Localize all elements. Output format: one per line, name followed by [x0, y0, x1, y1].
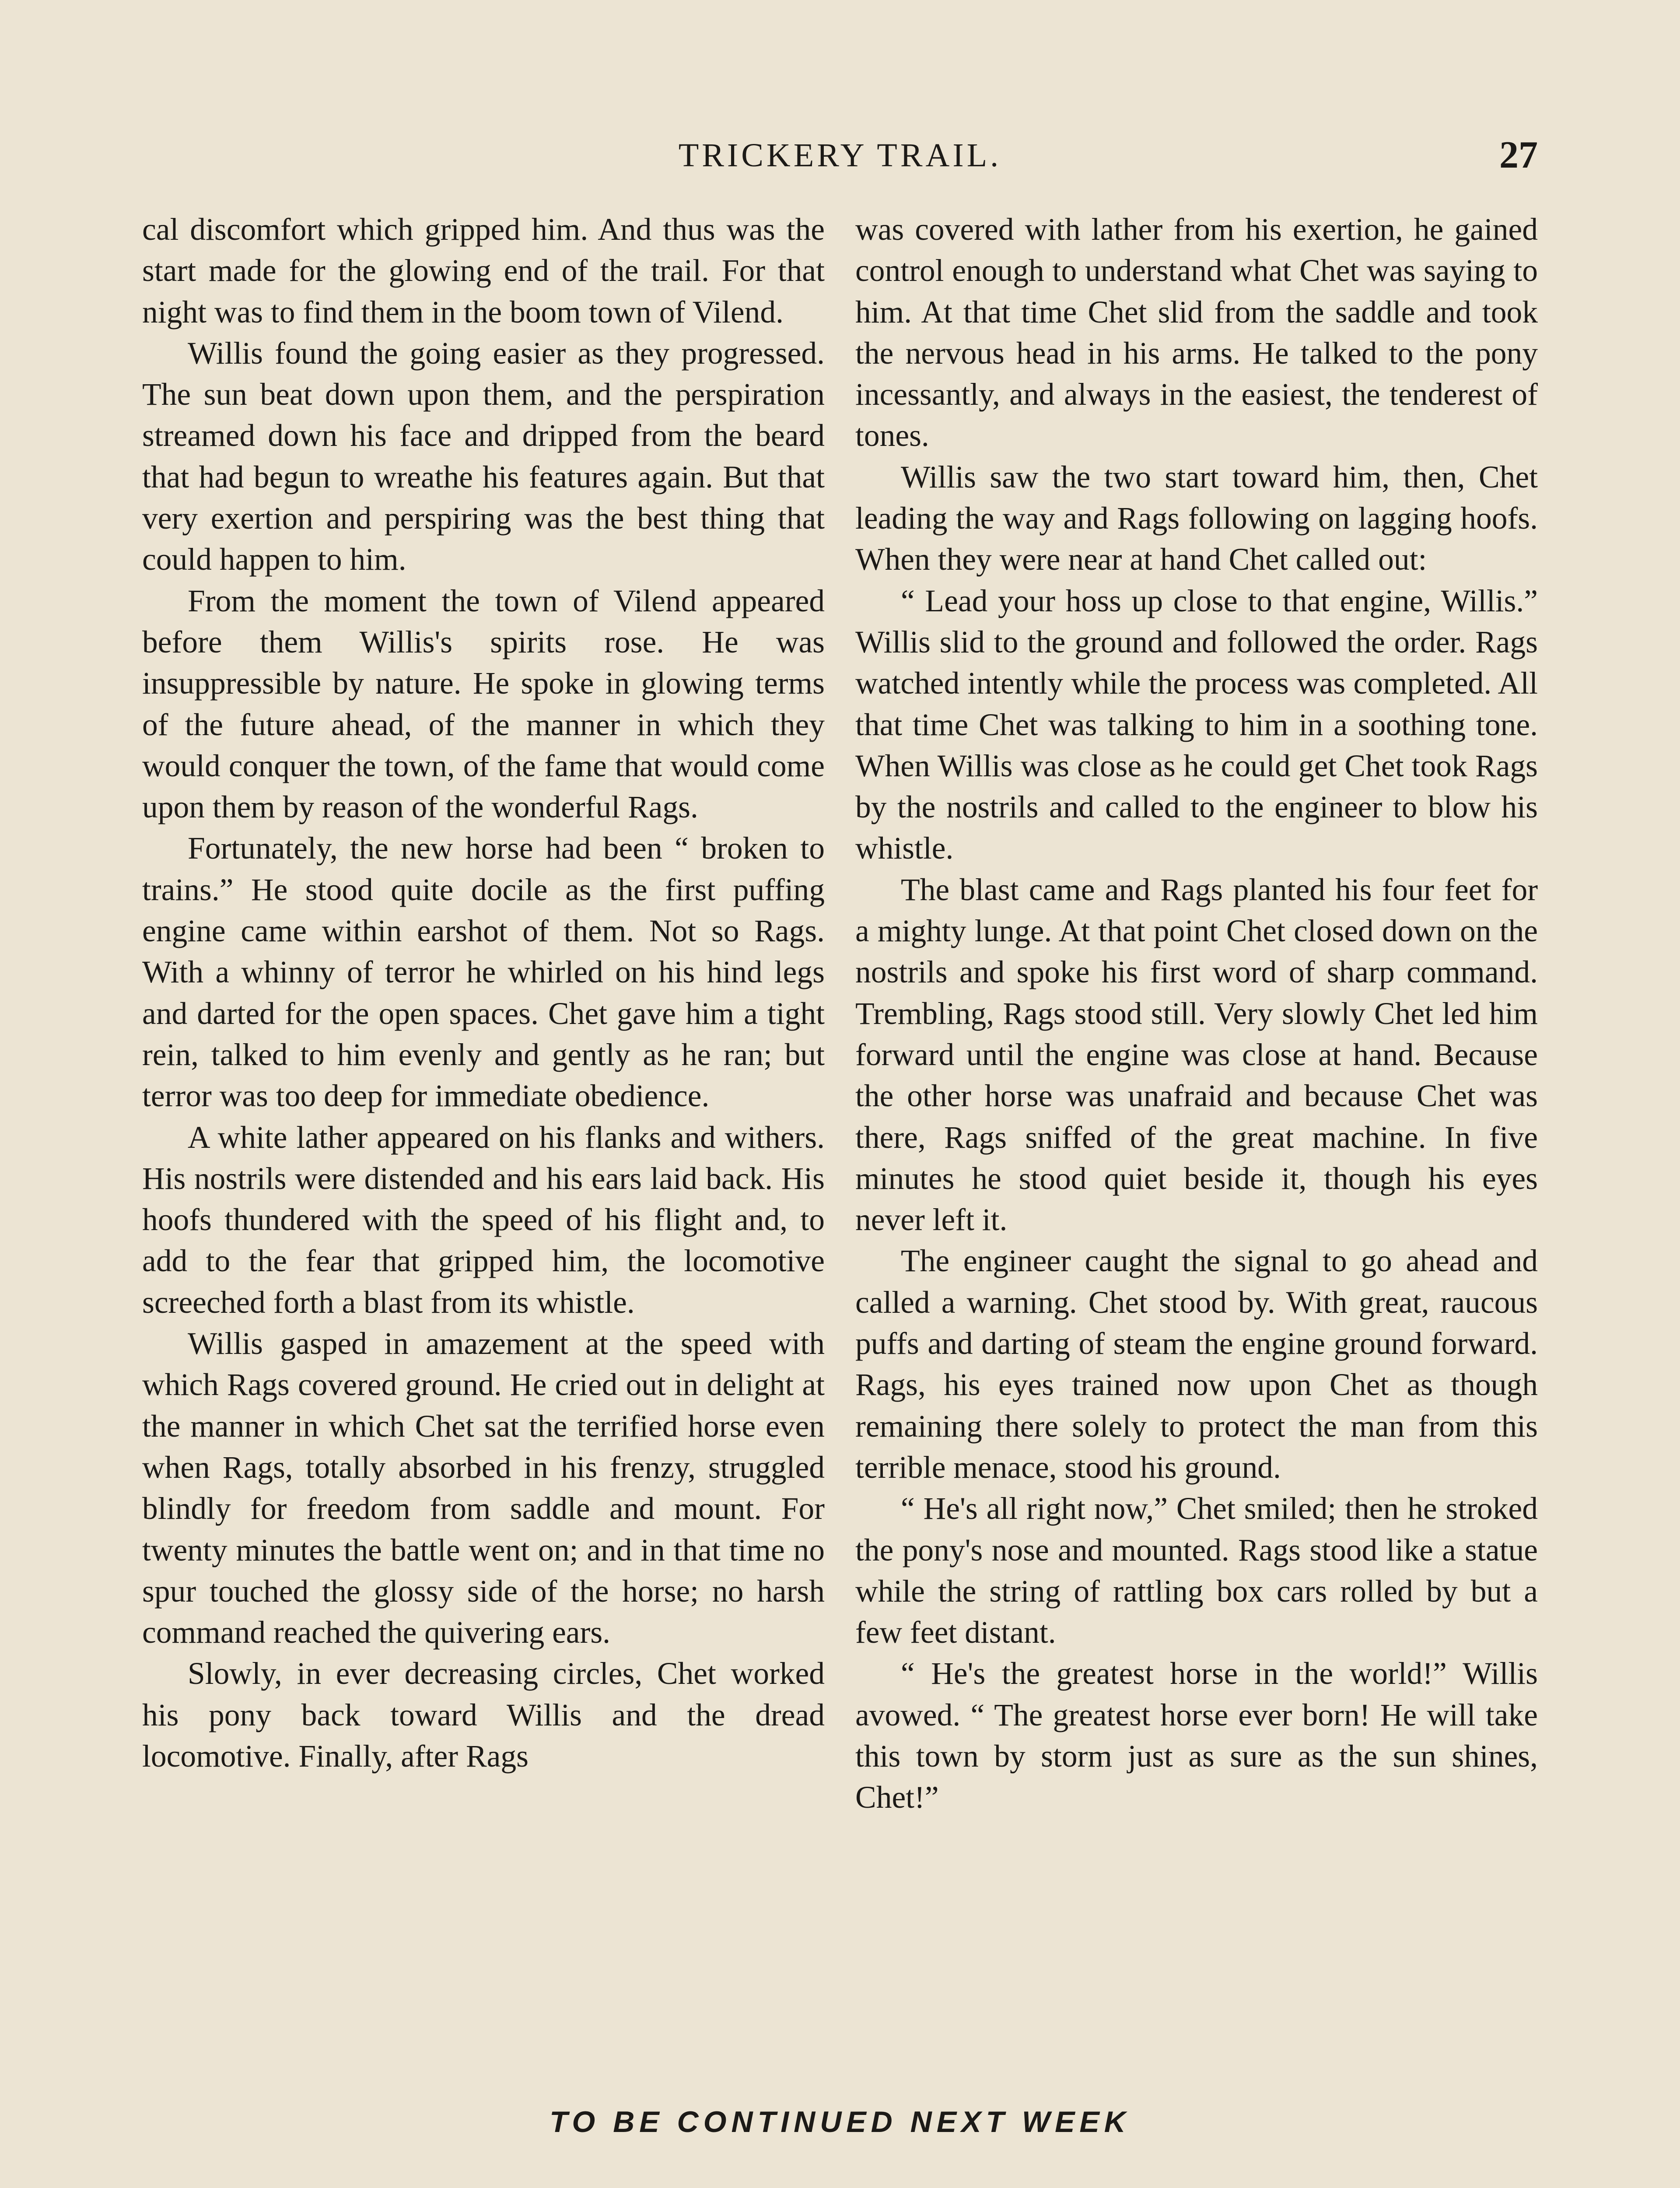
- paragraph: “ He's the greatest horse in the world!” Willis avowed. “ The greatest horse ever born! He will take this town by storm just as sure as the sun shines, Chet!”: [855, 1656, 1538, 1815]
- paragraph: was covered with lather from his exertion, he gained control enough to understand what Chet was saying to him. At that time Chet slid from the saddle and took the nervous head in his arms. He talked to the pony incessantly, and always in the easiest, the tenderest of tones.: [855, 212, 1538, 453]
- continued-notice: TO BE CONTINUED NEXT WEEK: [550, 2105, 1130, 2139]
- paragraph: “ Lead your hoss up close to that engine, Willis.” Willis slid to the ground and followed the order. Rags watched intently while the process was completed. All that time Chet was talking to him in a soothing tone. When Willis was close as he could get Chet took Rags by the nostrils and called to the engineer to blow his whistle.: [855, 583, 1538, 866]
- paragraph: cal discomfort which gripped him. And thus was the start made for the glowing end of the trail. For that night was to find them in the boom town of Vilend.: [142, 212, 825, 330]
- page-number: 27: [1499, 134, 1538, 176]
- paragraph: Willis found the going easier as they progressed. The sun beat down upon them, and the perspiration streamed down his face and dripped from the beard that had begun to wreathe his features again. But that very exertion and perspiring was the best thing that could happen to him.: [142, 336, 825, 577]
- paragraph: A white lather appeared on his flanks and withers. His nostrils were distended and his ears laid back. His hoofs thundered with the speed of his flight and, to add to the fear that gripped him, the locomotive screeched forth a blast from its whistle.: [142, 1120, 825, 1320]
- paragraph: Willis saw the two start toward him, then, Chet leading the way and Rags following on lagging hoofs. When they were near at hand Chet called out:: [855, 459, 1538, 577]
- paragraph: Slowly, in ever decreasing circles, Chet worked his pony back toward Willis and the dread locomotive. Finally, after Rags: [142, 1656, 825, 1774]
- paragraph: From the moment the town of Vilend appeared before them Willis's spirits rose. He was insuppressible by nature. He spoke in glowing terms of the future ahead, of the manner in which they would conquer the town, of the fame that would come upon them by reason of the wonderful Rags.: [142, 583, 825, 825]
- page-header: [142, 131, 1538, 179]
- right-column: [855, 209, 1538, 1819]
- paragraph: Willis gasped in amazement at the speed with which Rags covered ground. He cried out in delight at the manner in which Chet sat the terrified horse even when Rags, totally absorbed in his frenzy, struggled blindly for freedom from saddle and mount. For twenty minutes the battle went on; and in that time no spur touched the glossy side of the horse; no harsh command reached the quivering ears.: [142, 1326, 825, 1650]
- paragraph: “ He's all right now,” Chet smiled; then he stroked the pony's nose and mounted. Rags stood like a statue while the string of rattling box cars rolled by but a few feet distant.: [855, 1491, 1538, 1650]
- left-column: [142, 209, 825, 1777]
- paragraph: Fortunately, the new horse had been “ broken to trains.” He stood quite docile as the first puffing engine came within earshot of them. Not so Rags. With a whinny of terror he whirled on his hind legs and darted for the open spaces. Chet gave him a tight rein, talked to him evenly and gently as he ran; but terror was too deep for immediate obedience.: [142, 831, 825, 1114]
- running-head: TRICKERY TRAIL.: [678, 137, 1002, 174]
- paragraph: The blast came and Rags planted his four feet for a mighty lunge. At that point Chet closed down on the nostrils and spoke his first word of sharp command. Trembling, Rags stood still. Very slowly Chet led him forward until the engine was close at hand. Because the other horse was unafraid and because Chet was there, Rags sniffed of the great machine. In five minutes he stood quiet beside it, though his eyes never left it.: [855, 872, 1538, 1238]
- paragraph: The engineer caught the signal to go ahead and called a warning. Chet stood by. With great, raucous puffs and darting of steam the engine ground forward. Rags, his eyes trained now upon Chet as though remaining there solely to protect the man from this terrible menace, stood his ground.: [855, 1244, 1538, 1485]
